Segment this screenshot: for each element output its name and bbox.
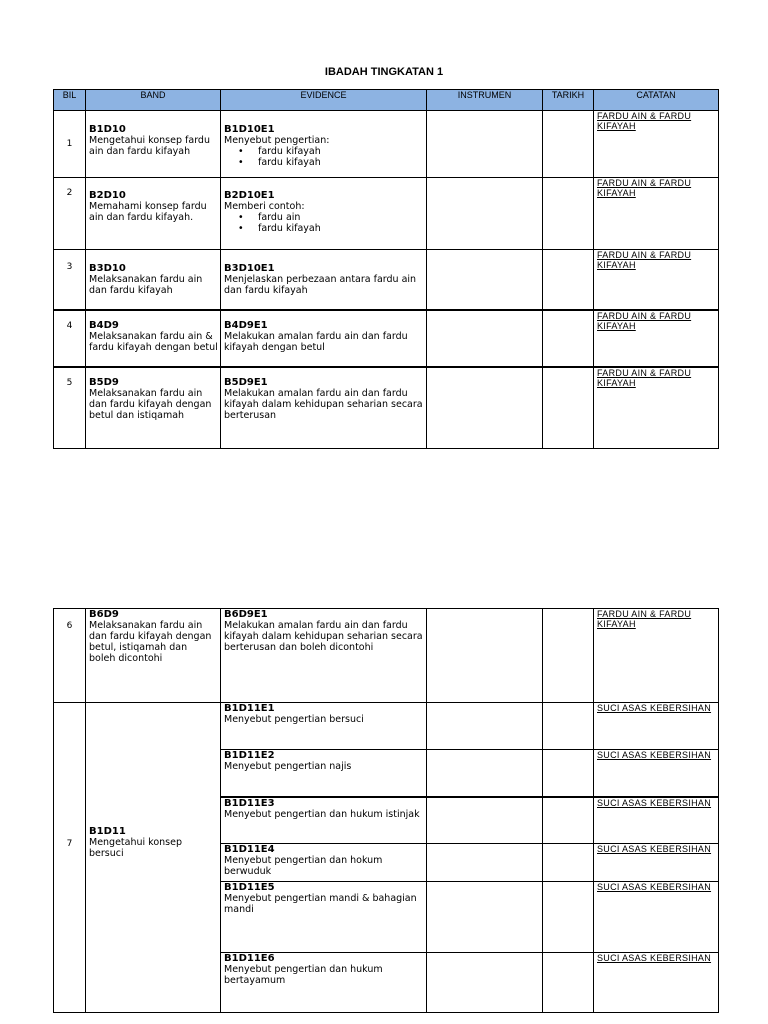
bil-value: 7	[66, 838, 73, 849]
table-row	[54, 250, 719, 310]
instrumen-cell[interactable]	[427, 111, 543, 178]
band-text: Melaksanakan fardu ain dan fardu kifayah	[89, 274, 203, 296]
header-row	[54, 90, 719, 111]
evidence-text: Memberi contoh:	[224, 201, 305, 212]
band-code: B2D10	[89, 190, 126, 201]
instrumen-cell[interactable]	[427, 178, 543, 250]
evidence-code: B5D9E1	[224, 376, 268, 388]
assessment-table-2	[53, 608, 719, 1013]
bil-cell	[54, 178, 86, 250]
band-code: B1D10	[89, 124, 126, 135]
band-code: B4D9	[89, 319, 119, 331]
tarikh-cell[interactable]	[543, 310, 594, 367]
catatan-cell: SUCI ASAS KEBERSIHAN	[594, 703, 719, 750]
bullet-item: • fardu kifayah	[258, 223, 424, 234]
catatan-cell: FARDU AIN & FARDU KIFAYAH	[594, 609, 719, 703]
evidence-code: B3D10E1	[224, 263, 275, 274]
header-tarikh: TARIKH	[543, 90, 594, 111]
evidence-code: B2D10E1	[224, 190, 275, 201]
tarikh-cell[interactable]	[543, 844, 594, 882]
bil-value: 4	[66, 320, 73, 331]
table-row	[54, 703, 719, 750]
evidence-code: B1D10E1	[224, 124, 275, 135]
evidence-code: B1D11E3	[224, 797, 275, 809]
instrumen-cell[interactable]	[427, 609, 543, 703]
tarikh-cell[interactable]	[543, 797, 594, 844]
evidence-text: Melakukan amalan fardu ain dan fardu kifayah dalam kehidupan seharian secara berterusan dan boleh dicontohi	[224, 620, 423, 653]
evidence-cell	[221, 609, 427, 703]
header-evidence: EVIDENCE	[221, 90, 427, 111]
evidence-text: Melakukan amalan fardu ain dan fardu kifayah dengan betul	[224, 330, 408, 353]
bil-cell	[54, 703, 86, 1013]
table-row	[54, 178, 719, 250]
band-text: Mengetahui konsep fardu ain dan fardu kifayah	[89, 135, 210, 157]
tarikh-cell[interactable]	[543, 178, 594, 250]
instrumen-cell[interactable]	[427, 250, 543, 310]
evidence-code: B4D9E1	[224, 319, 268, 331]
band-code: B3D10	[89, 263, 126, 274]
evidence-cell	[221, 310, 427, 367]
tarikh-cell[interactable]	[543, 250, 594, 310]
band-cell	[86, 609, 221, 703]
catatan-cell: FARDU AIN & FARDU KIFAYAH	[594, 250, 719, 310]
catatan-cell: FARDU AIN & FARDU KIFAYAH	[594, 178, 719, 250]
instrumen-cell[interactable]	[427, 750, 543, 797]
bil-value: 2	[66, 188, 73, 198]
header-band: BAND	[86, 90, 221, 111]
header-instrumen: INSTRUMEN	[427, 90, 543, 111]
catatan-cell: SUCI ASAS KEBERSIHAN	[594, 882, 719, 953]
band-code: B5D9	[89, 376, 119, 388]
evidence-cell	[221, 703, 427, 750]
band-cell	[86, 178, 221, 250]
evidence-cell	[221, 250, 427, 310]
bil-cell	[54, 367, 86, 449]
evidence-text: Melakukan amalan fardu ain dan fardu kifayah dalam kehidupan seharian secara berterusan	[224, 387, 423, 421]
evidence-text-continued: mandi	[224, 904, 254, 915]
bil-cell	[54, 609, 86, 703]
band-cell	[86, 310, 221, 367]
catatan-cell: FARDU AIN & FARDU KIFAYAH	[594, 111, 719, 178]
tarikh-cell[interactable]	[543, 750, 594, 797]
bil-value: 6	[66, 621, 73, 631]
evidence-text: Menyebut pengertian dan hukum bertayamum	[224, 964, 383, 986]
tarikh-cell[interactable]	[543, 703, 594, 750]
evidence-text: Menyebut pengertian mandi & bahagian	[224, 893, 417, 904]
evidence-code: B1D11E4	[224, 844, 275, 855]
instrumen-cell[interactable]	[427, 797, 543, 844]
evidence-bullets	[224, 146, 424, 168]
assessment-table-1	[53, 89, 719, 449]
evidence-text: Menyebut pengertian dan hokum berwuduk	[224, 855, 383, 877]
catatan-cell: SUCI ASAS KEBERSIHAN	[594, 844, 719, 882]
instrumen-cell[interactable]	[427, 310, 543, 367]
evidence-cell	[221, 844, 427, 882]
band-text: Mengetahui konsep bersuci	[89, 837, 183, 859]
band-cell	[86, 703, 221, 1013]
evidence-text: Menjelaskan perbezaan antara fardu ain dan fardu kifayah	[224, 274, 417, 296]
evidence-text: Menyebut pengertian bersuci	[224, 714, 364, 725]
catatan-cell: FARDU AIN & FARDU KIFAYAH	[594, 310, 719, 367]
table-row	[54, 367, 719, 449]
tarikh-cell[interactable]	[543, 111, 594, 178]
evidence-text: Menyebut pengertian najis	[224, 761, 352, 772]
evidence-code: B6D9E1	[224, 609, 268, 620]
band-text-continued: boleh dicontohi	[89, 653, 163, 664]
evidence-text: Menyebut pengertian:	[224, 135, 330, 146]
catatan-cell: SUCI ASAS KEBERSIHAN	[594, 797, 719, 844]
bil-value: 5	[66, 377, 73, 388]
catatan-cell: SUCI ASAS KEBERSIHAN	[594, 953, 719, 1013]
band-text: Melaksanakan fardu ain dan fardu kifayah dengan betul dan istiqamah	[89, 387, 212, 421]
evidence-cell	[221, 178, 427, 250]
band-code: B6D9	[89, 609, 119, 620]
evidence-code: B1D11E2	[224, 750, 275, 761]
tarikh-cell[interactable]	[543, 953, 594, 1013]
evidence-code: B1D11E5	[224, 882, 275, 893]
band-code: B1D11	[89, 826, 126, 837]
band-text: Melaksanakan fardu ain dan fardu kifayah dengan betul, istiqamah dan	[89, 620, 212, 653]
evidence-cell	[221, 797, 427, 844]
band-text: Melaksanakan fardu ain & fardu kifayah dengan betul	[89, 330, 218, 353]
band-text: Memahami konsep fardu ain dan fardu kifayah.	[89, 201, 207, 223]
band-cell	[86, 367, 221, 449]
evidence-cell	[221, 953, 427, 1013]
catatan-cell: SUCI ASAS KEBERSIHAN	[594, 750, 719, 797]
instrumen-cell[interactable]	[427, 367, 543, 449]
evidence-code: B1D11E6	[224, 953, 275, 964]
table-row	[54, 609, 719, 703]
bil-cell: 1	[54, 111, 86, 178]
evidence-cell	[221, 750, 427, 797]
evidence-code: B1D11E1	[224, 703, 275, 714]
instrumen-cell[interactable]	[427, 703, 543, 750]
bullet-item: • fardu kifayah	[258, 157, 424, 168]
instrumen-cell[interactable]	[427, 844, 543, 882]
catatan-cell: FARDU AIN & FARDU KIFAYAH	[594, 367, 719, 449]
evidence-text: Menyebut pengertian dan hukum istinjak	[224, 808, 420, 820]
table-row	[54, 310, 719, 367]
header-bil: BIL	[54, 90, 86, 111]
evidence-cell	[221, 367, 427, 449]
bil-value: 3	[66, 262, 73, 272]
instrumen-cell[interactable]	[427, 953, 543, 1013]
bullet-item: • fardu kifayah	[258, 146, 424, 157]
evidence-cell	[221, 111, 427, 178]
evidence-cell	[221, 882, 427, 953]
bil-cell	[54, 310, 86, 367]
bullet-item: • fardu ain	[258, 212, 424, 223]
page-title: IBADAH TINGKATAN 1	[324, 66, 444, 78]
tarikh-cell[interactable]	[543, 882, 594, 953]
evidence-bullets	[224, 212, 424, 234]
header-catatan: CATATAN	[594, 90, 719, 111]
instrumen-cell[interactable]	[427, 882, 543, 953]
table-row	[54, 111, 719, 178]
tarikh-cell[interactable]	[543, 367, 594, 449]
tarikh-cell[interactable]	[543, 609, 594, 703]
bil-cell	[54, 250, 86, 310]
band-cell	[86, 250, 221, 310]
band-cell	[86, 111, 221, 178]
